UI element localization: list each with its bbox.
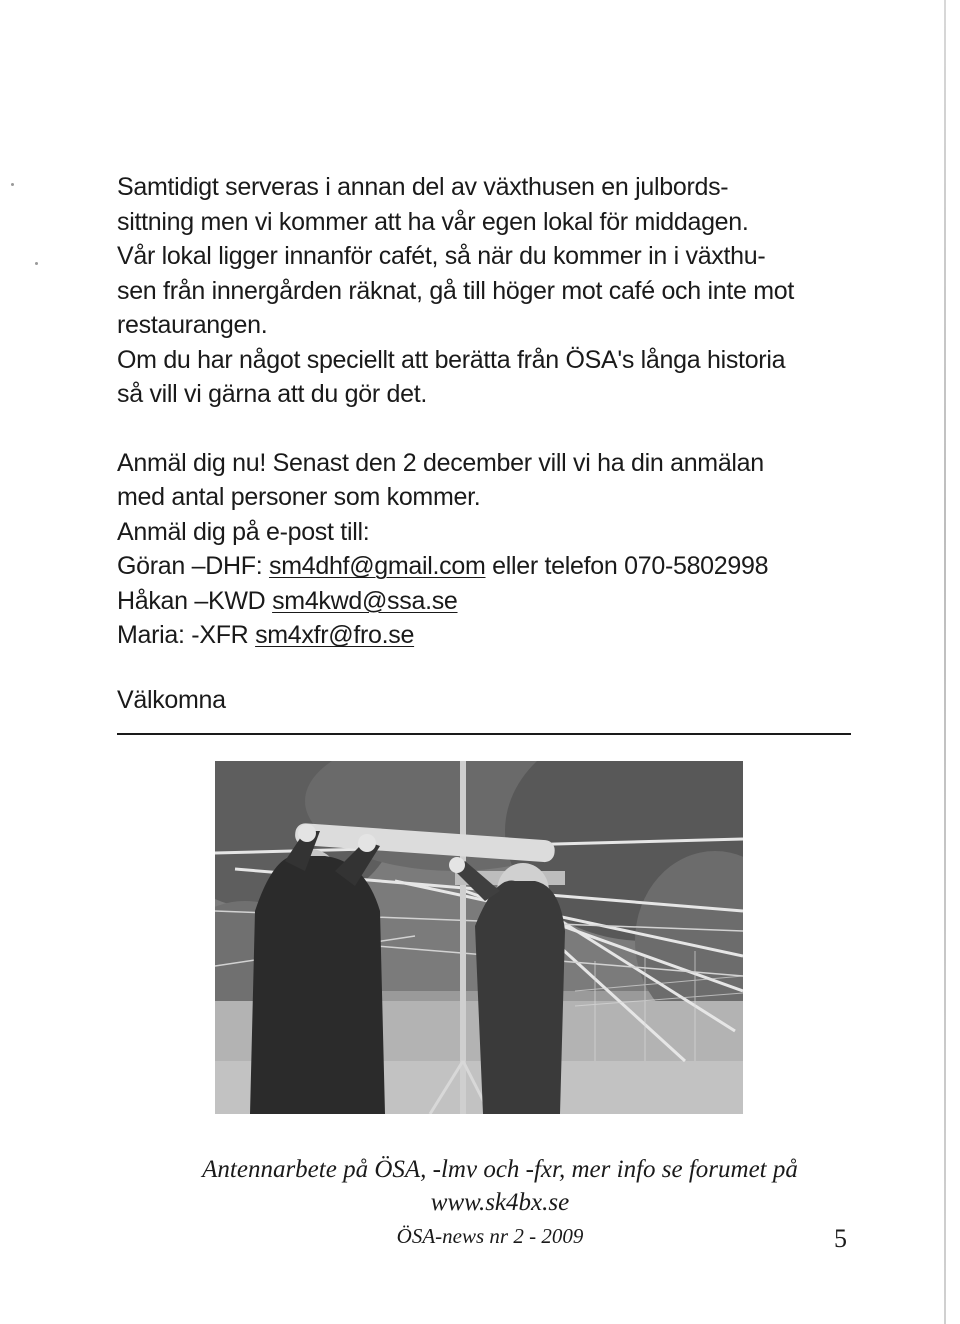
paragraph-venue: [117, 170, 877, 412]
contact-goran: Göran –DHF: sm4dhf@gmail.com eller telefon 070-5802998: [117, 552, 769, 580]
contact-list: [117, 549, 877, 653]
text-line: Samtidigt serveras i annan del av växthusen en julbords-: [117, 173, 729, 201]
page-number: 5: [834, 1224, 847, 1253]
text-line: med antal personer som kommer.: [117, 483, 481, 511]
contact-maria: Maria: -XFR sm4xfr@fro.se: [117, 621, 415, 649]
text-line: restaurangen.: [117, 311, 268, 339]
email-link-goran[interactable]: sm4dhf@gmail.com: [269, 552, 486, 580]
scan-speck: [35, 262, 38, 265]
antenna-work-photo: [215, 761, 743, 1114]
contact-hakan: Håkan –KWD sm4kwd@ssa.se: [117, 586, 458, 615]
scan-speck: [11, 183, 14, 186]
article-body: [117, 170, 877, 717]
publication-footer: ÖSA-news nr 2 - 2009: [396, 1224, 584, 1248]
page-edge: [944, 0, 946, 1324]
text-line: Vår lokal ligger innanför cafét, så när du kommer in i växthu-: [117, 242, 766, 270]
text-line: Anmäl dig på e-post till:: [117, 517, 370, 546]
text-line: Om du har något speciellt att berätta från ÖSA's långa historia: [117, 345, 786, 374]
photo-caption: [150, 1153, 850, 1219]
text-line: sittning men vi kommer att ha vår egen lokal för middagen.: [117, 207, 749, 236]
closing-greeting: Välkomna: [117, 685, 226, 714]
text-line: så vill vi gärna att du gör det.: [117, 380, 428, 408]
email-link-hakan[interactable]: sm4kwd@ssa.se: [272, 586, 458, 615]
caption-url: www.sk4bx.se: [430, 1189, 570, 1216]
text-line: Anmäl dig nu! Senast den 2 december vill vi ha din anmälan: [117, 448, 764, 477]
email-link-maria[interactable]: sm4xfr@fro.se: [255, 621, 415, 649]
caption-line: Antennarbete på ÖSA, -lmv och -fxr, mer info se forumet på: [202, 1156, 798, 1183]
section-divider: [117, 733, 851, 735]
text-line: sen från innergården räknat, gå till höger mot café och inte mot: [117, 276, 795, 305]
paragraph-signup: [117, 446, 877, 550]
